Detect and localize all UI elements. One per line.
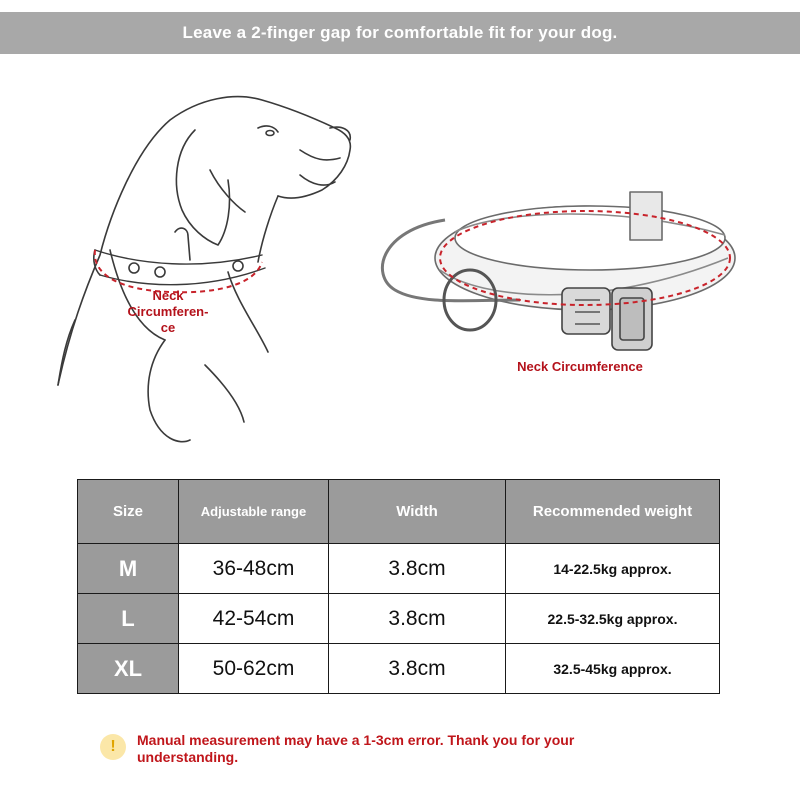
size-cell: XL	[78, 644, 179, 694]
range-cell: 42-54cm	[179, 594, 329, 644]
table-row	[78, 544, 720, 594]
table-row	[78, 644, 720, 694]
top-banner	[0, 12, 800, 54]
weight-cell: 22.5-32.5kg approx.	[506, 594, 720, 644]
dog-neck-label-line-1: Neck	[152, 288, 184, 303]
header-width: Width	[329, 480, 506, 544]
banner-text: Leave a 2-finger gap for comfortable fit for your dog.	[182, 23, 618, 42]
measurement-note	[100, 732, 720, 766]
range-cell: 50-62cm	[179, 644, 329, 694]
size-cell: M	[78, 544, 179, 594]
header-size: Size	[78, 480, 179, 544]
header-recommended-weight: Recommended weight	[506, 480, 720, 544]
width-cell: 3.8cm	[329, 544, 506, 594]
range-cell: 36-48cm	[179, 544, 329, 594]
weight-cell: 32.5-45kg approx.	[506, 644, 720, 694]
warning-icon: !	[100, 734, 126, 760]
dog-neck-label	[118, 288, 218, 336]
width-cell: 3.8cm	[329, 594, 506, 644]
size-table-header-row	[78, 480, 720, 544]
table-row	[78, 594, 720, 644]
dog-head-drawing	[58, 97, 350, 442]
size-cell: L	[78, 594, 179, 644]
header-adjustable-range: Adjustable range	[179, 480, 329, 544]
size-table	[77, 479, 720, 694]
collar-neck-label-text: Neck Circumference	[517, 359, 643, 374]
collar-illustration	[0, 60, 800, 460]
width-cell: 3.8cm	[329, 644, 506, 694]
collar-drawing	[382, 192, 735, 350]
collar-neck-label	[490, 359, 670, 375]
dog-neck-label-line-3: ce	[160, 320, 176, 335]
note-text: Manual measurement may have a 1-3cm error. Thank you for your understanding.	[137, 732, 575, 765]
weight-cell: 14-22.5kg approx.	[506, 544, 720, 594]
dog-neck-label-line-2: Circumferen-	[127, 304, 209, 319]
